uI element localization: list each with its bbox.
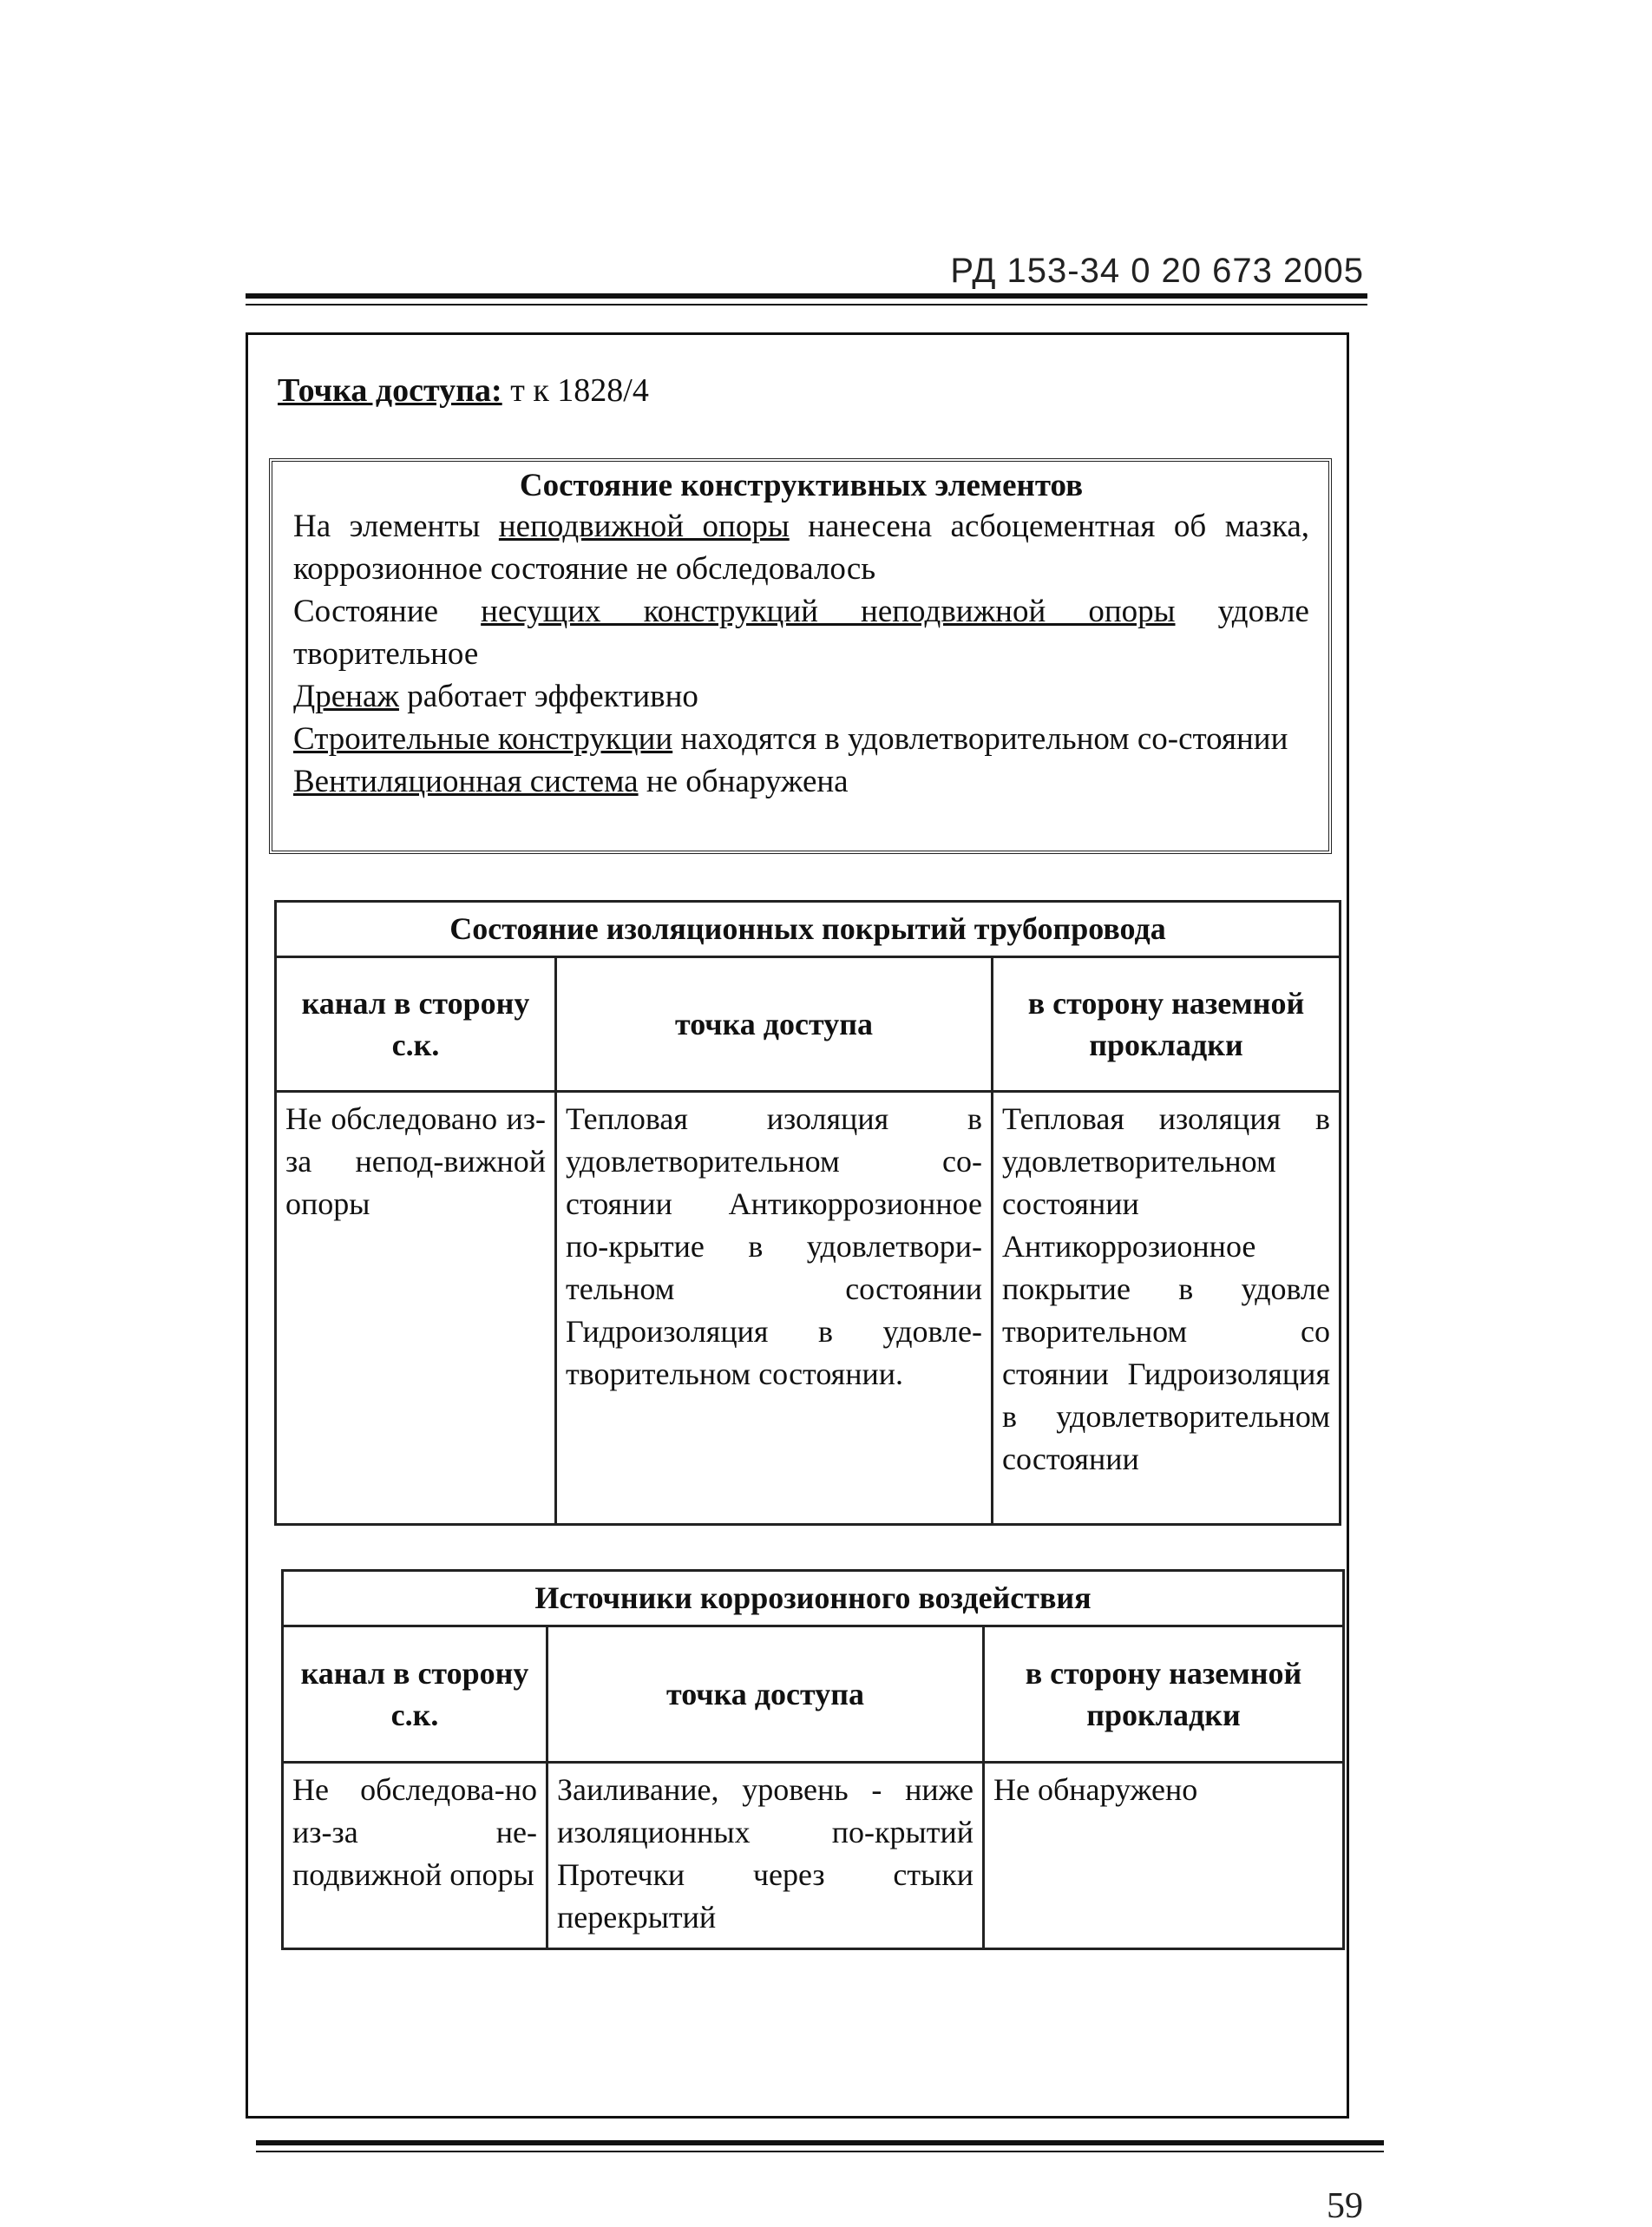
table-cell: Тепловая изоляция в удовлетворительном состоянии Антикоррозионное покрытие в удовле творительном со стоянии Гидроизоляция в удовлетворительном состоянии xyxy=(993,1092,1341,1525)
column-header: в сторону наземной прокладки xyxy=(993,957,1341,1092)
underlined-term: неподвижной опоры xyxy=(498,509,790,544)
structural-paragraph: Вентиляционная система не обнаружена xyxy=(293,764,849,799)
insulation-state-table xyxy=(274,900,1341,1526)
column-header: канал в сторону с.к. xyxy=(283,1626,547,1763)
structural-paragraph: Дренаж работает эффективно xyxy=(293,679,698,714)
table-cell: Заиливание, уровень - ниже изоляционных по-крытий Протечки через стыки перекрытий xyxy=(547,1763,984,1949)
header-rule xyxy=(246,293,1367,299)
column-header: в сторону наземной прокладки xyxy=(984,1626,1344,1763)
corrosion-sources-table xyxy=(281,1569,1345,1950)
table-cell: Тепловая изоляция в удовлетворительном со-стоянии Антикоррозионное по-крытие в удовлетвори-тельном состоянии Гидроизоляция в удовле-творительном состоянии. xyxy=(556,1092,993,1525)
footer-rule-thin xyxy=(256,2151,1384,2152)
structural-state-title: Состояние конструктивных элементов xyxy=(519,468,1084,503)
structural-state-box xyxy=(269,458,1332,854)
underlined-term: несущих конструкций неподвижной опоры xyxy=(481,594,1176,629)
underlined-term: Строительные конструкции xyxy=(293,721,673,757)
corrosion-table-title: Источники коррозионного воздействия xyxy=(283,1571,1344,1626)
column-header: точка доступа xyxy=(556,957,993,1092)
structural-paragraph: На элементы неподвижной опоры нанесена асбоцементная об мазка, коррозионное состояние не обследовалось xyxy=(293,509,1309,587)
access-point-label: Точка доступа: xyxy=(278,372,502,409)
header-rule-thin xyxy=(246,304,1367,305)
page-number: 59 xyxy=(1327,2186,1363,2226)
underlined-term: Дренаж xyxy=(293,679,399,714)
structural-paragraph: Состояние несущих конструкций неподвижной опоры удовле творительное xyxy=(293,594,1309,672)
table-cell: Не обнаружено xyxy=(984,1763,1344,1949)
table-cell: Не обследова-но из-за не-подвижной опоры xyxy=(283,1763,547,1949)
structural-paragraph: Строительные конструкции находятся в удовлетворительном со-стоянии xyxy=(293,721,1288,757)
access-point-value: т к 1828/4 xyxy=(510,372,649,409)
insulation-table-title: Состояние изоляционных покрытий трубопровода xyxy=(276,902,1341,957)
column-header: точка доступа xyxy=(547,1626,984,1763)
access-point-line xyxy=(278,371,649,410)
table-cell: Не обследовано из-за непод-вижной опоры xyxy=(276,1092,556,1525)
footer-rule xyxy=(256,2140,1384,2145)
document-code: РД 153-34 0 20 673 2005 xyxy=(950,252,1364,290)
underlined-term: Вентиляционная система xyxy=(293,764,639,799)
column-header: канал в сторону с.к. xyxy=(276,957,556,1092)
